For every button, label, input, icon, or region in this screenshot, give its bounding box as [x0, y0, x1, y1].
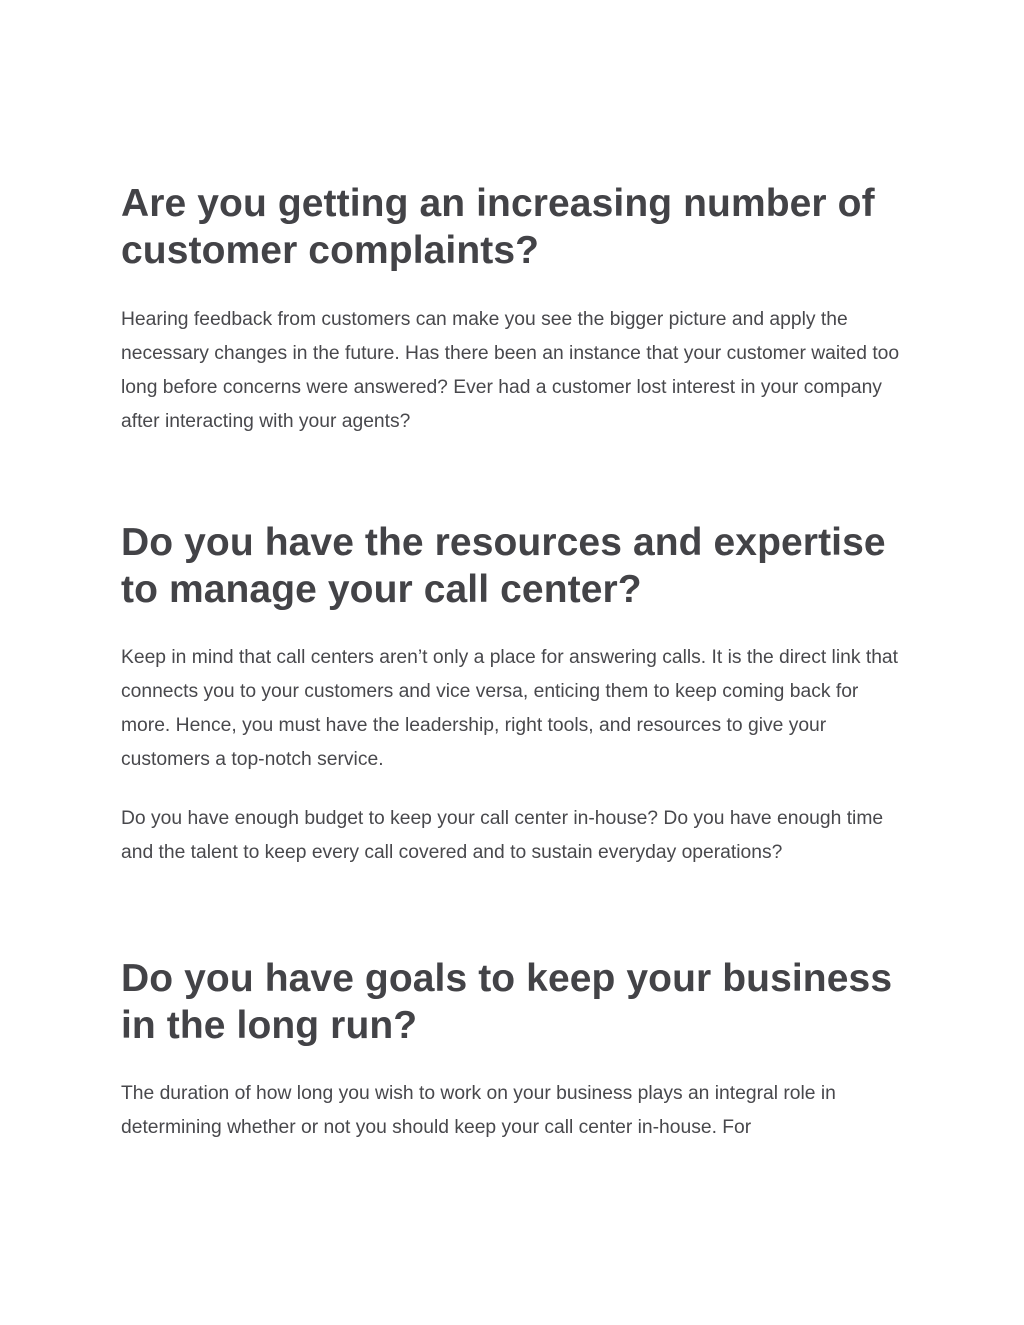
section-heading: Do you have the resources and expertise to manage your call center? [121, 521, 886, 611]
section-resources-expertise [121, 519, 911, 870]
section-heading: Do you have goals to keep your business in the long run? [121, 957, 893, 1047]
section-heading: Are you getting an increasing number of customer complaints? [121, 182, 875, 272]
section-paragraph: The duration of how long you wish to work on your business plays an integral role in determining whether or not you should keep your call center in-house. For [121, 1083, 836, 1138]
section-paragraph: Do you have enough budget to keep your call center in-house? Do you have enough time and the talent to keep every call covered and to sustain everyday operations? [121, 808, 884, 863]
section-paragraph: Hearing feedback from customers can make you see the bigger picture and apply the necessary changes in the future. Has there been an instance that your customer waited too long before concerns were answered? Ever had a customer lost interest in your company after interacting with your agents? [121, 309, 900, 432]
section-customer-complaints [121, 180, 911, 439]
section-paragraph: Keep in mind that call centers aren’t only a place for answering calls. It is the direct link that connects you to your customers and vice versa, enticing them to keep coming back for more. Hence, you must have the leadership, right tools, and resources to give your customers a top-notch service. [121, 647, 898, 770]
document-page [121, 180, 911, 1145]
section-business-goals [121, 955, 911, 1145]
